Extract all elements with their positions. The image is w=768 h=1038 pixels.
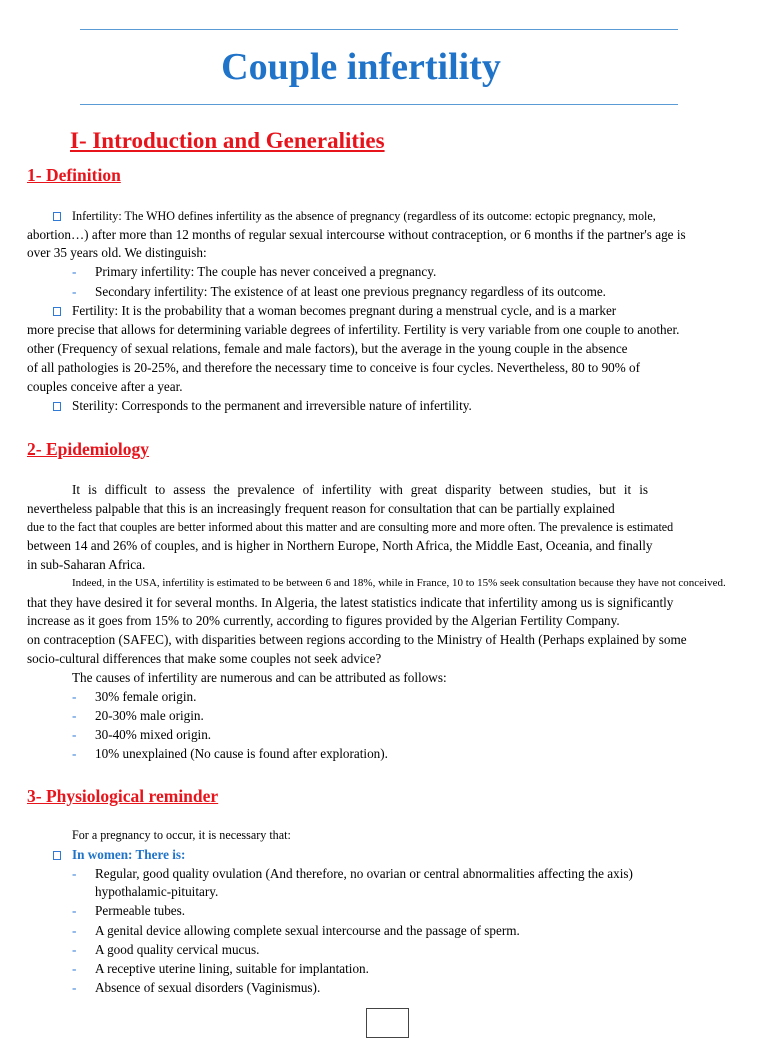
epidemiology-line-4: between 14 and 26% of couples, and is higher in Northern Europe, North Africa, the Middle East, Oceania, and finally <box>27 538 653 553</box>
epidemiology-line-11: The causes of infertility are numerous and can be attributed as follows: <box>72 670 447 685</box>
checkbox-bullet-icon <box>53 402 61 411</box>
cause-item: 30-40% mixed origin. <box>95 727 212 742</box>
epidemiology-line-5: in sub-Saharan Africa. <box>27 557 146 572</box>
dash-bullet-icon: - <box>72 284 77 299</box>
cause-item: 30% female origin. <box>95 689 197 704</box>
primary-infertility: Primary infertility: The couple has never conceived a pregnancy. <box>95 264 437 279</box>
physiology-heading: 3- Physiological reminder <box>27 786 219 806</box>
epidemiology-line-1: It is difficult to assess the prevalence of infertility with great disparity between studies, but it is <box>72 482 648 497</box>
title-rule <box>80 104 678 105</box>
epidemiology-heading: 2- Epidemiology <box>27 439 150 459</box>
infertility-line-1: Infertility: The WHO defines infertility as the absence of pregnancy (regardless of its outcome: ectopic pregnancy, mole, <box>72 209 656 223</box>
fertility-line-3: other (Frequency of sexual relations, female and male factors), but the average in the young couple in the absence <box>27 341 628 356</box>
secondary-infertility: Secondary infertility: The existence of at least one previous pregnancy regardless of its outcome. <box>95 284 606 299</box>
dash-bullet-icon: - <box>72 961 77 976</box>
epidemiology-line-7: that they have desired it for several months. In Algeria, the latest statistics indicate that infertility among us is significantly <box>27 595 674 610</box>
dash-bullet-icon: - <box>72 708 77 723</box>
checkbox-bullet-icon <box>53 212 61 221</box>
epidemiology-line-3: due to the fact that couples are better informed about this matter and are consulting more and more often. The prevalence is estimated <box>27 520 674 534</box>
page-number-box <box>366 1008 409 1038</box>
fertility-line-5: couples conceive after a year. <box>27 379 183 394</box>
checkbox-bullet-icon <box>53 307 61 316</box>
dash-bullet-icon: - <box>72 942 77 957</box>
women-label: In women: There is: <box>72 847 186 862</box>
epidemiology-line-9: on contraception (SAFEC), with disparities between regions according to the Ministry of Health (Perhaps explained by some <box>27 632 687 647</box>
checkbox-bullet-icon <box>53 851 61 860</box>
sterility-line: Sterility: Corresponds to the permanent and irreversible nature of infertility. <box>72 398 472 413</box>
requirement-item: A good quality cervical mucus. <box>95 942 260 957</box>
requirement-item: Regular, good quality ovulation (And therefore, no ovarian or central abnormalities affecting the axis) <box>95 866 633 881</box>
requirement-item: Permeable tubes. <box>95 903 186 918</box>
cause-item: 20-30% male origin. <box>95 708 204 723</box>
dash-bullet-icon: - <box>72 727 77 742</box>
requirement-item: A genital device allowing complete sexual intercourse and the passage of sperm. <box>95 923 520 938</box>
infertility-line-3: over 35 years old. We distinguish: <box>27 245 207 260</box>
fertility-line-1: Fertility: It is the probability that a woman becomes pregnant during a menstrual cycle, and is a marker <box>72 303 617 318</box>
epidemiology-line-2: nevertheless palpable that this is an increasingly frequent reason for consultation that can be partially explained <box>27 501 615 516</box>
dash-bullet-icon: - <box>72 866 77 881</box>
requirement-item: A receptive uterine lining, suitable for implantation. <box>95 961 369 976</box>
fertility-line-2: more precise that allows for determining variable degrees of infertility. Fertility is very variable from one couple to another. <box>27 322 680 337</box>
requirement-item: Absence of sexual disorders (Vaginismus). <box>95 980 321 995</box>
epidemiology-line-10: socio-cultural differences that make some couples not seek advice? <box>27 651 382 666</box>
dash-bullet-icon: - <box>72 689 77 704</box>
page-title: Couple infertility <box>221 46 501 88</box>
dash-bullet-icon: - <box>72 264 77 279</box>
fertility-line-4: of all pathologies is 20-25%, and therefore the necessary time to conceive is four cycles. Nevertheless, 80 to 90% of <box>27 360 641 375</box>
physiology-intro: For a pregnancy to occur, it is necessary that: <box>72 828 291 842</box>
definition-heading: 1- Definition <box>27 165 121 185</box>
section-heading: I- Introduction and Generalities <box>70 128 385 153</box>
requirement-item-continued: hypothalamic-pituitary. <box>95 884 219 899</box>
dash-bullet-icon: - <box>72 923 77 938</box>
epidemiology-line-6: Indeed, in the USA, infertility is estimated to be between 6 and 18%, while in France, 10 to 15% seek consultation because they have not conceived. <box>72 577 726 589</box>
cause-item: 10% unexplained (No cause is found after exploration). <box>95 746 388 761</box>
dash-bullet-icon: - <box>72 980 77 995</box>
epidemiology-line-8: increase as it goes from 15% to 20% currently, according to figures provided by the Algerian Fertility Company. <box>27 613 620 628</box>
top-rule <box>80 29 678 30</box>
dash-bullet-icon: - <box>72 746 77 761</box>
dash-bullet-icon: - <box>72 903 77 918</box>
infertility-line-2: abortion…) after more than 12 months of regular sexual intercourse without contraception, or 6 months if the partner's age is <box>27 227 686 242</box>
